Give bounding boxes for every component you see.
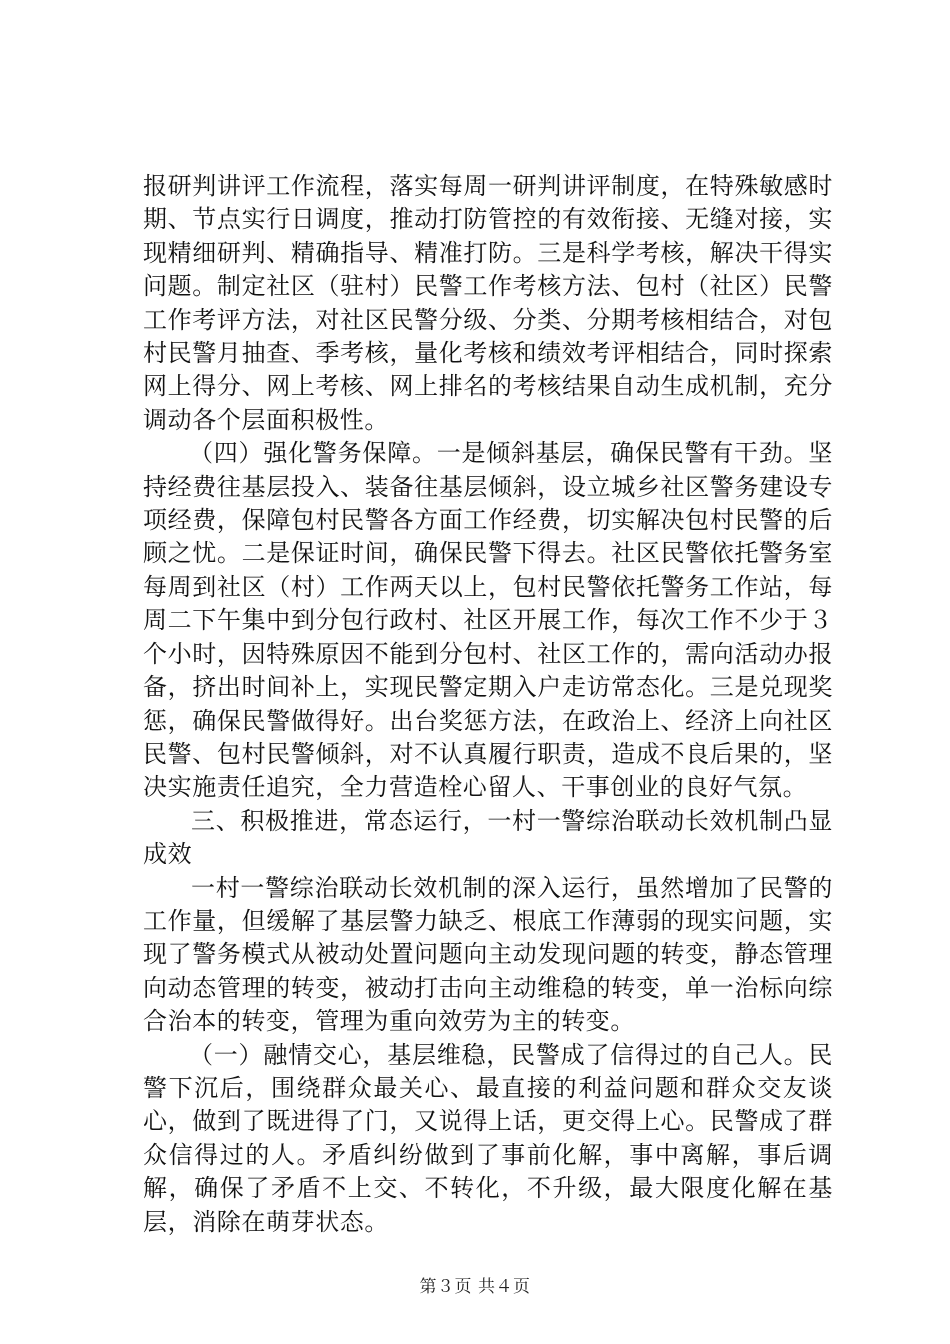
document-body xyxy=(143,170,833,1239)
paragraph-section-1: （一）融情交心，基层维稳，民警成了信得过的自己人。民警下沉后，围绕群众最关心、最直接的利益问题和群众交友谈心，做到了既进得了门，又说得上话，更交得上心。民警成了群众信得过的人。矛盾纠纷做到了事前化解，事中离解，事后调解，确保了矛盾不上交、不转化，不升级，最大限度化解在基层，消除在萌芽状态。 xyxy=(143,1040,833,1236)
paragraph-continued: 报研判讲评工作流程，落实每周一研判讲评制度，在特殊敏感时期、节点实行日调度，推动打防管控的有效衔接、无缝对接，实现精细研判、精确指导、精准打防。三是科学考核，解决干得实问题。制定社区（驻村）民警工作考核方法、包村（社区）民警工作考评方法，对社区民警分级、分类、分期考核相结合，对包村民警月抽查、季考核，量化考核和绩效考评相结合，同时探索网上得分、网上考核、网上排名的考核结果自动生成机制，充分调动各个层面积极性。 xyxy=(143,172,833,434)
page-number-footer: 第３页 共４页 xyxy=(419,1277,531,1297)
paragraph-mechanism: 一村一警综治联动长效机制的深入运行，虽然增加了民警的工作量，但缓解了基层警力缺乏、根底工作薄弱的现实问题，实现了警务模式从被动处置问题向主动发现问题的转变，静态管理向动态管理的转变，被动打击向主动维稳的转变，单一治标向综合治本的转变，管理为重向效劳为主的转变。 xyxy=(143,873,833,1036)
section-heading-3: 三、积极推进，常态运行，一村一警综治联动长效机制凸显成效 xyxy=(143,806,833,869)
paragraph-section-4: （四）强化警务保障。一是倾斜基层，确保民警有干劲。坚持经费往基层投入、装备往基层倾斜，设立城乡社区警务建设专项经费，保障包村民警各方面工作经费，切实解决包村民警的后顾之忧。二是保证时间，确保民警下得去。社区民警依托警务室每周到社区（村）工作两天以上，包村民警依托警务工作站，每周二下午集中到分包行政村、社区开展工作，每次工作不少于３个小时，因特殊原因不能到分包村、社区工作的，需向活动办报备，挤出时间补上，实现民警定期入户走访常态化。三是兑现奖惩，确保民警做得好。出台奖惩方法，在政治上、经济上向社区民警、包村民警倾斜，对不认真履行职责，造成不良后果的，坚决实施责任追究，全力营造栓心留人、干事创业的良好气氛。 xyxy=(143,439,833,802)
